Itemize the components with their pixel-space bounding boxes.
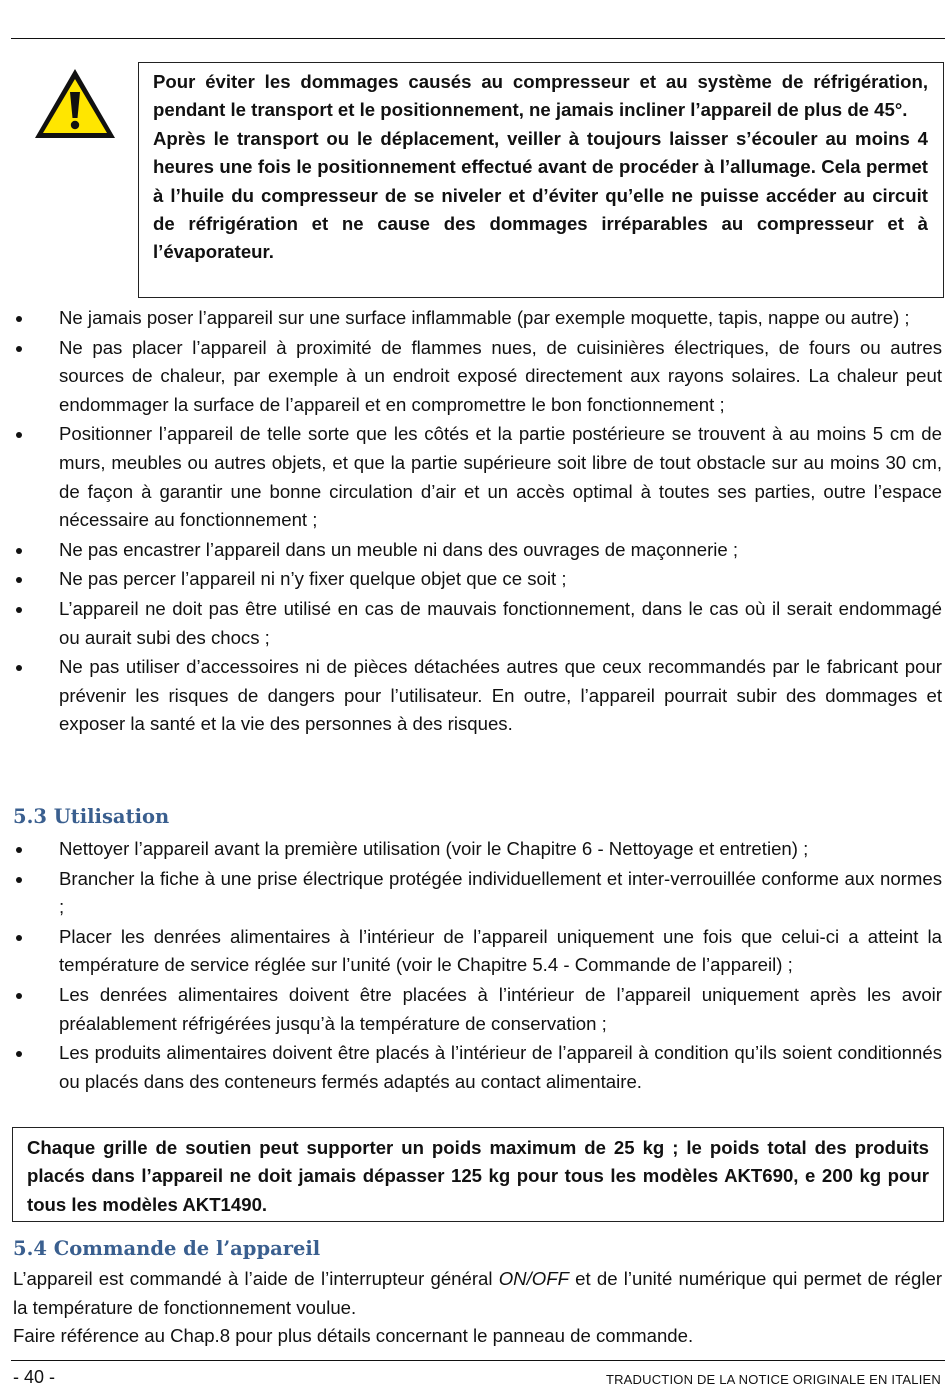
bullet-icon bbox=[16, 346, 22, 352]
bullet-icon bbox=[16, 993, 22, 999]
bullet-icon bbox=[16, 935, 22, 941]
bullet-icon bbox=[16, 577, 22, 583]
top-rule bbox=[11, 38, 945, 39]
weight-note-box bbox=[12, 1127, 944, 1222]
list-item: Ne pas percer l’appareil ni n’y fixer quelque objet que ce soit ; bbox=[0, 565, 942, 594]
bullet-icon bbox=[16, 665, 22, 671]
commande-paragraph: L’appareil est commandé à l’aide de l’interrupteur général ON/OFF et de l’unité numérique qui permet de régler la température de fonctionnement voulue. bbox=[13, 1268, 943, 1318]
bullet-icon bbox=[16, 607, 22, 613]
weight-note-text: Chaque grille de soutien peut supporter un poids maximum de 25 kg ; le poids total des produits placés dans l’appareil ne doit jamais dépasser 125 kg pour tous les modèles AKT690, e 200 kg pour tous les modèles AKT1490. bbox=[27, 1137, 929, 1215]
warning-box bbox=[138, 62, 944, 298]
list-item: Ne pas encastrer l’appareil dans un meuble ni dans des ouvrages de maçonnerie ; bbox=[0, 536, 942, 565]
positioning-list bbox=[0, 304, 942, 739]
footer-note: TRADUCTION DE LA NOTICE ORIGINALE EN ITALIEN bbox=[605, 1372, 941, 1387]
list-item: Brancher la fiche à une prise électrique protégée individuellement et inter-verrouillée conforme aux normes ; bbox=[0, 865, 942, 922]
list-item: Positionner l’appareil de telle sorte que les côtés et la partie postérieure se trouvent à au moins 5 cm de murs, meubles ou autres objets, et que la partie supérieure soit libre de tout obstacle sur au moins 30 cm, de façon à garantir une bonne circulation d’air et un accès optimal à toutes ses parties, outre l’espace nécessaire au fonctionnement ; bbox=[0, 420, 942, 534]
reference-paragraph: Faire référence au Chap.8 pour plus détails concernant le panneau de commande. bbox=[13, 1325, 694, 1346]
list-item: Ne pas utiliser d’accessoires ni de pièces détachées autres que ceux recommandés par le fabricant pour prévenir les risques de dangers pour l’utilisateur. En outre, l’appareil pourrait subir des dommages et exposer la santé et la vie des personnes à des risques. bbox=[0, 653, 942, 739]
section-heading-utilisation: 5.3 Utilisation bbox=[13, 805, 170, 828]
on-off-switch-label: ON/OFF bbox=[498, 1268, 569, 1289]
bullet-icon bbox=[16, 847, 22, 853]
list-item: Placer les denrées alimentaires à l’intérieur de l’appareil uniquement une fois que celui-ci a atteint la température de service réglée sur l’unité (voir le Chapitre 5.4 - Commande de l’appareil) ; bbox=[0, 923, 942, 980]
list-item: Nettoyer l’appareil avant la première utilisation (voir le Chapitre 6 - Nettoyage et entretien) ; bbox=[0, 835, 942, 864]
bullet-icon bbox=[16, 548, 22, 554]
bottom-rule bbox=[11, 1360, 945, 1361]
list-item: L’appareil ne doit pas être utilisé en cas de mauvais fonctionnement, dans le cas où il serait endommagé ou aurait subi des chocs ; bbox=[0, 595, 942, 652]
page-number: - 40 - bbox=[13, 1367, 56, 1387]
list-item: Ne jamais poser l’appareil sur une surface inflammable (par exemple moquette, tapis, nappe ou autre) ; bbox=[0, 304, 942, 333]
list-item: Les denrées alimentaires doivent être placées à l’intérieur de l’appareil uniquement après les avoir préalablement réfrigérées jusqu’à la température de conservation ; bbox=[0, 981, 942, 1038]
warning-triangle-icon bbox=[32, 66, 118, 142]
warning-text-1: Pour éviter les dommages causés au compresseur et au système de réfrigération, pendant le transport et le positionnement, ne jamais incliner l’appareil de plus de 45°. bbox=[153, 71, 928, 121]
bullet-icon bbox=[16, 432, 22, 438]
bullet-icon bbox=[16, 316, 22, 322]
list-item: Ne pas placer l’appareil à proximité de flammes nues, de cuisinières électriques, de fours ou autres sources de chaleur, par exemple à un endroit exposé directement aux rayons solaires. La chaleur peut endommager la surface de l’appareil et en compromettre le bon fonctionnement ; bbox=[0, 334, 942, 420]
bullet-icon bbox=[16, 877, 22, 883]
section-heading-commande: 5.4 Commande de l’appareil bbox=[13, 1237, 321, 1260]
bullet-icon bbox=[16, 1051, 22, 1057]
warning-text-2: Après le transport ou le déplacement, veiller à toujours laisser s’écouler au moins 4 heures une fois le positionnement effectué avant de procéder à l’allumage. Cela permet à l’huile du compresseur de se niveler et d’éviter qu’elle ne puisse accéder au circuit de réfrigération et ne cause des dommages irréparables au compresseur et à l’évaporateur. bbox=[153, 127, 928, 263]
list-item: Les produits alimentaires doivent être placés à l’intérieur de l’appareil à condition qu’ils soient conditionnés ou placés dans des conteneurs fermés adaptés au contact alimentaire. bbox=[0, 1039, 942, 1096]
utilisation-list bbox=[0, 835, 942, 1096]
